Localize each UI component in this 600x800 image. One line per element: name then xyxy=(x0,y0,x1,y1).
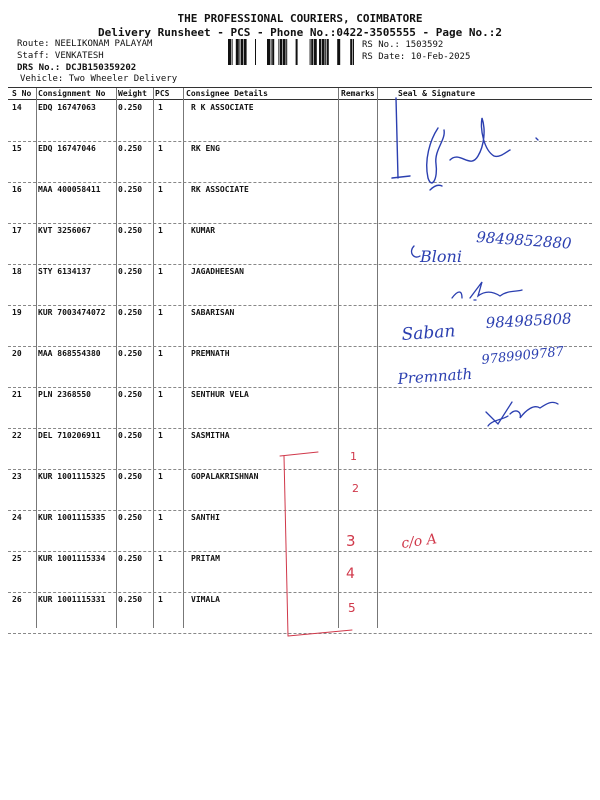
row-pcs: 1 xyxy=(158,185,163,194)
barcode-icon xyxy=(228,39,354,65)
row-sno: 25 xyxy=(12,554,22,563)
row-pcs: 1 xyxy=(158,267,163,276)
row-consignment-no: PLN 2368550 xyxy=(38,390,91,399)
row-weight: 0.250 xyxy=(118,431,143,440)
remark-mark: 5 xyxy=(348,601,356,615)
table-row xyxy=(8,223,592,265)
row-consignment-no: MAA 868554380 xyxy=(38,349,101,358)
row-consignee: GOPALAKRISHNAN xyxy=(191,472,259,481)
handwritten-phone-3: 9789909787 xyxy=(480,344,565,368)
row-sno: 18 xyxy=(12,267,22,276)
row-sno: 23 xyxy=(12,472,22,481)
remark-note: c/o A xyxy=(400,531,438,552)
row-consignee: SENTHUR VELA xyxy=(191,390,249,399)
row-sno: 15 xyxy=(12,144,22,153)
table-row xyxy=(8,551,592,593)
row-consignment-no: KVT 3256067 xyxy=(38,226,91,235)
runsheet-subtitle: Delivery Runsheet - PCS - Phone No.:0422-3505555 - Page No.:2 xyxy=(98,26,502,39)
handwritten-phone-1: 9849852880 xyxy=(475,228,573,253)
rs-number: RS No.: 1503592 xyxy=(362,40,444,50)
row-pcs: 1 xyxy=(158,308,163,317)
row-consignee: RK ENG xyxy=(191,144,220,153)
row-sno: 22 xyxy=(12,431,22,440)
row-consignee: PREMNATH xyxy=(191,349,230,358)
row-consignee: SABARISAN xyxy=(191,308,235,317)
drs-number: DRS No.: DCJB150359202 xyxy=(17,63,137,73)
row-consignee: RK ASSOCIATE xyxy=(191,185,249,194)
row-consignee: SASMITHA xyxy=(191,431,230,440)
row-sno: 17 xyxy=(12,226,22,235)
table-row xyxy=(8,264,592,306)
staff-label: Staff: VENKATESH xyxy=(17,51,104,61)
row-consignee: R K ASSOCIATE xyxy=(191,103,254,112)
row-weight: 0.250 xyxy=(118,103,143,112)
table-row xyxy=(8,182,592,224)
row-consignment-no: KUR 1001115331 xyxy=(38,595,106,604)
row-consignee: PRITAM xyxy=(191,554,220,563)
table-row xyxy=(8,428,592,470)
row-pcs: 1 xyxy=(158,103,163,112)
row-consignment-no: KUR 1001115325 xyxy=(38,472,106,481)
row-consignee: KUMAR xyxy=(191,226,216,235)
handwritten-name-2: Saban xyxy=(400,321,456,345)
table-row xyxy=(8,387,592,429)
row-pcs: 1 xyxy=(158,144,163,153)
row-pcs: 1 xyxy=(158,595,163,604)
row-sno: 19 xyxy=(12,308,22,317)
table-row xyxy=(8,141,592,183)
col-header-consignment: Consignment No xyxy=(38,89,106,98)
row-consignee: JAGADHEESAN xyxy=(191,267,244,276)
header-rule-top xyxy=(8,87,592,88)
row-pcs: 1 xyxy=(158,472,163,481)
row-pcs: 1 xyxy=(158,431,163,440)
row-consignee: VIMALA xyxy=(191,595,220,604)
row-weight: 0.250 xyxy=(118,554,143,563)
handwritten-name-1: Bloni xyxy=(420,247,462,266)
row-consignment-no: MAA 400058411 xyxy=(38,185,101,194)
row-weight: 0.250 xyxy=(118,185,143,194)
table-row xyxy=(8,592,592,634)
col-header-sno: S No xyxy=(12,89,32,98)
row-weight: 0.250 xyxy=(118,595,143,604)
remark-mark: 2 xyxy=(352,482,359,495)
row-weight: 0.250 xyxy=(118,349,143,358)
row-consignment-no: KUR 1001115335 xyxy=(38,513,106,522)
route-label: Route: NEELIKONAM PALAYAM xyxy=(17,39,153,49)
remark-mark: 3 xyxy=(346,532,356,550)
row-pcs: 1 xyxy=(158,349,163,358)
row-weight: 0.250 xyxy=(118,144,143,153)
row-weight: 0.250 xyxy=(118,513,143,522)
rs-date: RS Date: 10-Feb-2025 xyxy=(362,52,471,62)
row-consignment-no: DEL 710206911 xyxy=(38,431,101,440)
row-consignment-no: EDQ 16747063 xyxy=(38,103,96,112)
vehicle-label: Vehicle: Two Wheeler Delivery xyxy=(20,74,178,84)
col-header-pcs: PCS xyxy=(155,89,170,98)
table-row xyxy=(8,346,592,388)
table-row xyxy=(8,305,592,347)
row-consignment-no: EDQ 16747046 xyxy=(38,144,96,153)
row-consignment-no: STY 6134137 xyxy=(38,267,91,276)
remark-mark: 1 xyxy=(350,450,357,463)
row-sno: 24 xyxy=(12,513,22,522)
row-weight: 0.250 xyxy=(118,390,143,399)
row-sno: 26 xyxy=(12,595,22,604)
row-sno: 21 xyxy=(12,390,22,399)
row-sno: 16 xyxy=(12,185,22,194)
row-consignment-no: KUR 1001115334 xyxy=(38,554,106,563)
handwritten-name-3: Premnath xyxy=(397,364,473,388)
col-header-consignee: Consignee Details xyxy=(186,89,268,98)
table-row xyxy=(8,469,592,511)
row-weight: 0.250 xyxy=(118,267,143,276)
row-sno: 14 xyxy=(12,103,22,112)
col-header-weight: Weight xyxy=(118,89,147,98)
table-row xyxy=(8,510,592,552)
handwritten-phone-2: 984985808 xyxy=(485,309,572,332)
row-weight: 0.250 xyxy=(118,308,143,317)
row-pcs: 1 xyxy=(158,513,163,522)
row-consignment-no: KUR 7003474072 xyxy=(38,308,106,317)
row-weight: 0.250 xyxy=(118,472,143,481)
col-header-remarks: Remarks xyxy=(341,89,375,98)
col-header-signature: Seal & Signature xyxy=(398,89,476,98)
table-row xyxy=(8,100,592,142)
row-sno: 20 xyxy=(12,349,22,358)
company-title: THE PROFESSIONAL COURIERS, COIMBATORE xyxy=(177,12,423,25)
row-pcs: 1 xyxy=(158,226,163,235)
remark-mark: 4 xyxy=(346,566,355,582)
row-pcs: 1 xyxy=(158,390,163,399)
row-pcs: 1 xyxy=(158,554,163,563)
row-consignee: SANTHI xyxy=(191,513,220,522)
row-weight: 0.250 xyxy=(118,226,143,235)
